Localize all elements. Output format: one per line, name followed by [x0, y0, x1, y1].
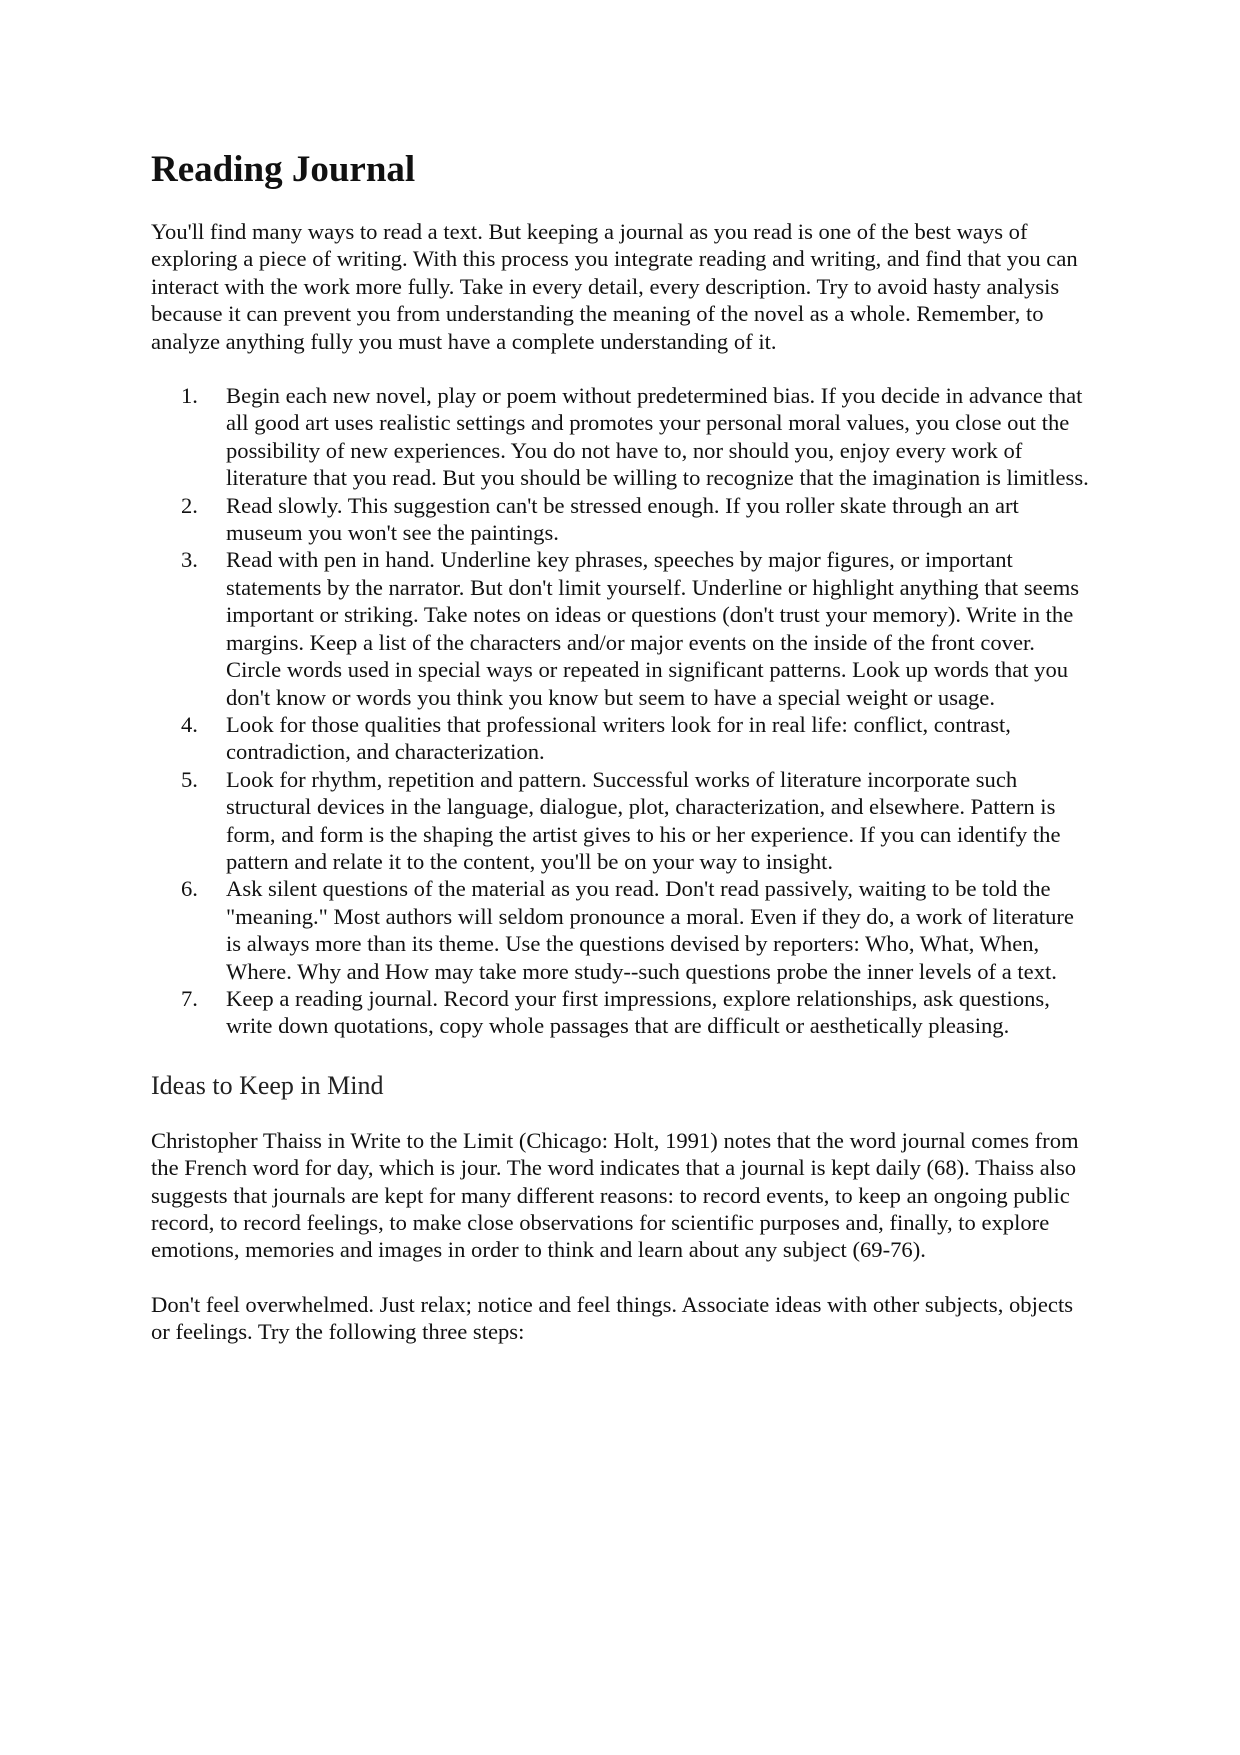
list-item-number: 7.: [181, 985, 198, 1011]
list-item-text: Look for rhythm, repetition and pattern. Successful works of literature incorporate such structural devices in the language, dialogue, plot, characterization, and elsewhere. Pattern is form, and form is the shaping the artist gives to his or her experience. If you can identify the pattern and relate it to the content, you'll be on your way to insight.: [226, 766, 1061, 874]
page-title: Reading Journal: [151, 149, 416, 190]
list-item: [151, 382, 1091, 492]
list-item-number: 1.: [181, 383, 198, 409]
list-item-number: 4.: [181, 711, 198, 737]
list-item-number: 5.: [181, 766, 198, 792]
list-item-number: 6.: [181, 876, 198, 902]
reading-steps-list: [151, 382, 1091, 1040]
list-item-text: Read with pen in hand. Underline key phrases, speeches by major figures, or important statements by the narrator. But don't limit yourself. Underline or highlight anything that seems important or striking. Take notes on ideas or questions (don't trust your memory). Write in the margins. Keep a list of the characters and/or major events on the inside of the front cover. Circle words used in special ways or repeated in significant patterns. Look up words that you don't know or words you think you know but seem to have a special weight or usage.: [226, 547, 1080, 710]
list-item-number: 3.: [181, 547, 198, 573]
list-item-text: Ask silent questions of the material as you read. Don't read passively, waiting to be told the "meaning." Most authors will seldom pronounce a moral. Even if they do, a work of literature is always more than its theme. Use the questions devised by reporters: Who, What, When, Where. Why and How may take more study--such questions probe the inner levels of a text.: [226, 876, 1074, 984]
list-item: [151, 492, 1091, 547]
list-item-text: Keep a reading journal. Record your first impressions, explore relationships, ask questions, write down quotations, copy whole passages that are difficult or aesthetically pleasing.: [226, 985, 1050, 1039]
list-item: [151, 546, 1091, 710]
list-item: [151, 766, 1091, 876]
list-item: [151, 711, 1091, 766]
list-item: [151, 985, 1091, 1040]
intro-paragraph: You'll find many ways to read a text. But keeping a journal as you read is one of the best ways of exploring a piece of writing. With this process you integrate reading and writing, and find that you can interact with the work more fully. Take in every detail, every description. Try to avoid hasty analysis because it can prevent you from understanding the meaning of the novel as a whole. Remember, to analyze anything fully you must have a complete understanding of it.: [151, 219, 1078, 354]
document-page: [151, 148, 1091, 1346]
list-item-text: Begin each new novel, play or poem without predetermined bias. If you decide in advance that all good art uses realistic settings and promotes your personal moral values, you close out the possibility of new experiences. You do not have to, nor should you, enjoy every work of literature that you read. But you should be willing to recognize that the imagination is limitless.: [226, 383, 1089, 491]
list-item-number: 2.: [181, 492, 198, 518]
relax-paragraph: Don't feel overwhelmed. Just relax; notice and feel things. Associate ideas with other subjects, objects or feelings. Try the following three steps:: [151, 1291, 1074, 1345]
list-item-text: Read slowly. This suggestion can't be stressed enough. If you roller skate through an art museum you won't see the paintings.: [226, 492, 1019, 546]
list-item-text: Look for those qualities that professional writers look for in real life: conflict, contrast, contradiction, and characterization.: [226, 711, 1011, 765]
thaiss-paragraph: Christopher Thaiss in Write to the Limit (Chicago: Holt, 1991) notes that the word journal comes from the French word for day, which is jour. The word indicates that a journal is kept daily (68). Thaiss also suggests that journals are kept for many different reasons: to record events, to keep an ongoing public record, to record feelings, to make close observations for scientific purposes and, finally, to explore emotions, memories and images in order to think and learn about any subject (69-76).: [151, 1127, 1079, 1263]
section-heading: Ideas to Keep in Mind: [151, 1070, 384, 1100]
list-item: [151, 875, 1091, 985]
